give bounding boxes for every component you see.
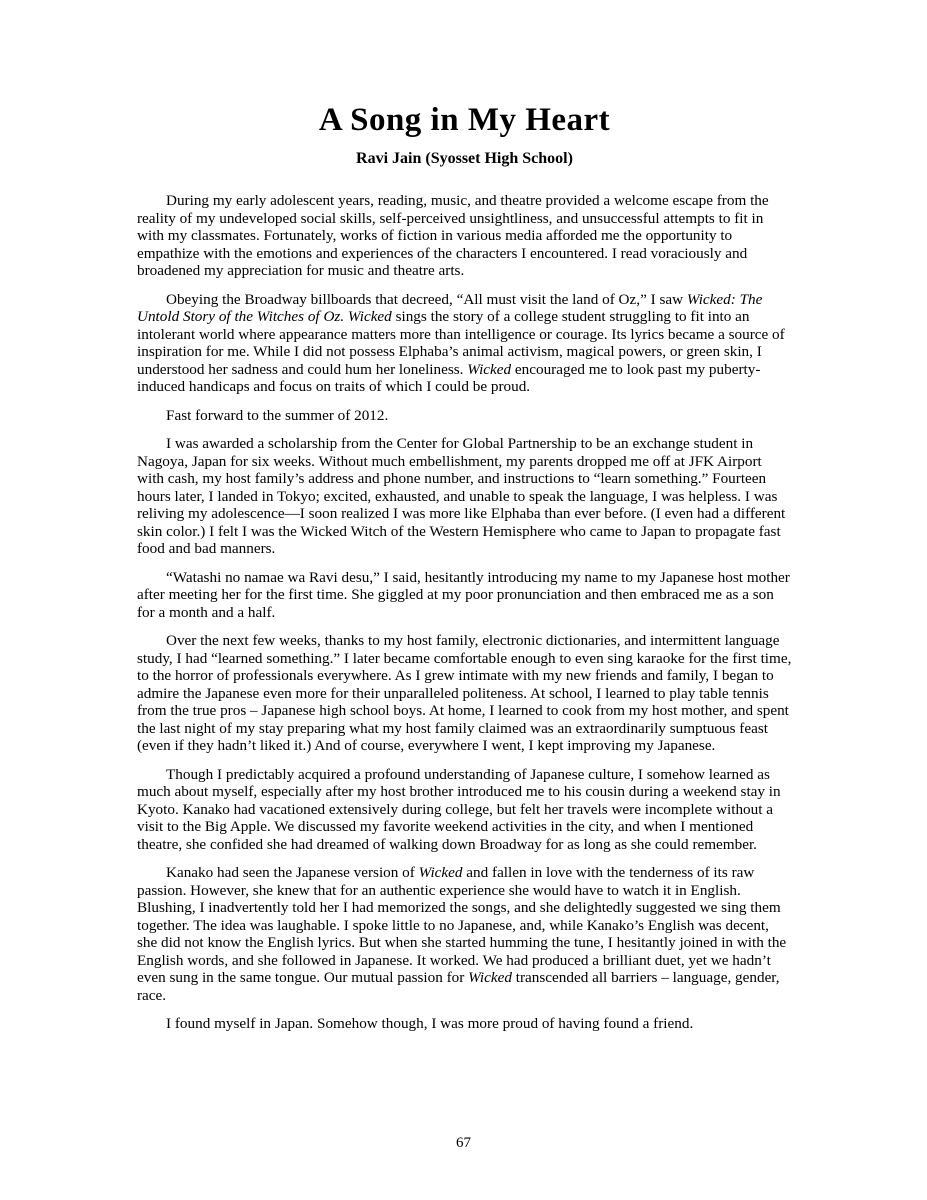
- paragraph: [137, 435, 792, 558]
- essay-body: [137, 192, 792, 1033]
- text-run: I was awarded a scholarship from the Center for Global Partnership to be an exchange student in Nagoya, Japan for six weeks. Without much embellishment, my parents dropped me off at JFK Airport with cash, my host family’s address and phone number, and instructions to “learn something.” Fourteen hours later, I landed in Tokyo; excited, exhausted, and unable to speak the language, I was helpless. I was reliving my adolescence—I soon realized I was more like Elphaba than ever before. (I even had a different skin color.) I felt I was the Wicked Witch of the Western Hemisphere who came to Japan to propagate fast food and bad manners.: [137, 435, 786, 557]
- italic-run: Wicked: The Untold Story of the Witches of Oz. Wicked: [137, 290, 763, 325]
- italic-run: Wicked: [418, 864, 463, 881]
- text-run: encouraged me to look past my puberty-induced handicaps and focus on traits of which I could be proud.: [137, 360, 761, 395]
- text-run: Fast forward to the summer of 2012.: [166, 406, 389, 424]
- text-run: Kanako had seen the Japanese version of: [166, 864, 419, 881]
- paragraph: [137, 407, 792, 425]
- text-run: I found myself in Japan. Somehow though, I was more proud of having found a friend.: [166, 1015, 694, 1032]
- paragraph: [137, 864, 792, 1004]
- italic-run: Wicked: [467, 360, 512, 378]
- text-run: Though I predictably acquired a profound understanding of Japanese culture, I somehow learned as much about myself, especially after my host brother introduced me to his cousin during a weekend stay in Kyoto. Kanako had vacationed extensively during college, but felt her travels were incomplete without a visit to the Big Apple. We discussed my favorite weekend activities in the city, and when I mentioned theatre, she confided she had dreamed of walking down Broadway for as long as she could remember.: [137, 765, 781, 853]
- text-run: Over the next few weeks, thanks to my host family, electronic dictionaries, and intermittent language study, I had “learned something.” I later became comfortable enough to even sing karaoke for the first time, to the horror of professionals everywhere. As I grew intimate with my new friends and family, I began to admire the Japanese even more for their unparalleled politeness. At school, I learned to play table tennis from the true pros – Japanese high school boys. At home, I learned to cook from my host mother, and spent the last night of my stay preparing what my host family claimed was an extraordinarily sumptuous feast (even if they hadn’t liked it.) And of course, everywhere I went, I kept improving my Japanese.: [137, 632, 792, 754]
- paragraph: [137, 1015, 792, 1033]
- essay-content: [137, 102, 792, 1044]
- text-run: transcended all barriers – language, gender, race.: [137, 969, 780, 1004]
- paragraph: [137, 291, 792, 396]
- text-run: During my early adolescent years, reading, music, and theatre provided a welcome escape from the reality of my undeveloped social skills, self-perceived unsightliness, and unsuccessful attempts to fit in with my classmates. Fortunately, works of fiction in various media afforded me the opportunity to empathize with the emotions and experiences of the characters I encountered. I read voraciously and broadened my appreciation for music and theatre arts.: [137, 192, 769, 279]
- paragraph: [137, 192, 792, 280]
- page-number: 67: [456, 1135, 471, 1151]
- paragraph: [137, 632, 792, 755]
- text-run: “Watashi no namae wa Ravi desu,” I said, hesitantly introducing my name to my Japanese host mother after meeting her for the first time. She giggled at my poor pronunciation and then embraced me as a son for a month and a half.: [137, 568, 790, 621]
- paragraph: [137, 766, 792, 854]
- page-title: A Song in My Heart: [318, 102, 611, 138]
- paragraph: [137, 569, 792, 622]
- text-run: and fallen in love with the tenderness of its raw passion. However, she knew that for an authentic experience she would have to watch it in English. Blushing, I inadvertently told her I had memorized the songs, and she delightedly suggested we sing them together. The idea was laughable. I spoke little to no Japanese, and, while Kanako’s English was decent, she did not know the English lyrics. But when she started humming the tune, I hesitantly joined in with the English words, and she followed in Japanese. It worked. We had produced a brilliant duet, yet we hadn’t even sung in the same tongue. Our mutual passion for: [137, 864, 787, 986]
- italic-run: Wicked: [468, 969, 512, 986]
- text-run: Obeying the Broadway billboards that decreed, “All must visit the land of Oz,” I saw: [166, 290, 687, 308]
- text-run: sings the story of a college student struggling to fit into an intolerant world where appearance matters more than intelligence or courage. Its lyrics became a source of inspiration for me. While I did not possess Elphaba’s animal activism, magical powers, or green skin, I understood her sadness and could hum her loneliness.: [137, 308, 785, 378]
- byline: Ravi Jain (Syosset High School): [356, 150, 573, 167]
